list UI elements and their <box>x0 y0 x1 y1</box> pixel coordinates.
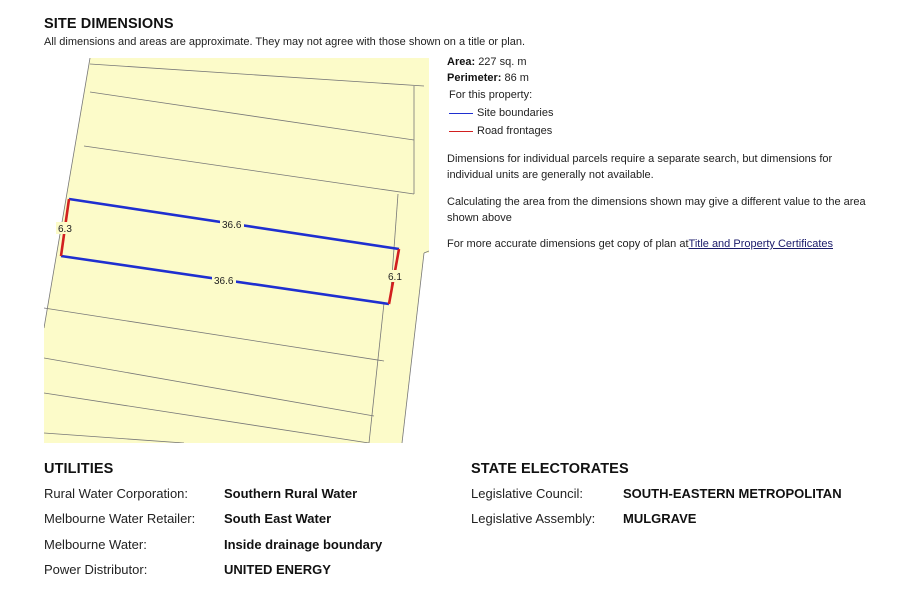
site-dimensions-title: SITE DIMENSIONS <box>44 16 174 32</box>
legend-site-boundaries <box>449 105 553 121</box>
dim-label-top: 36.6 <box>222 220 242 231</box>
legend-line-blue <box>449 113 473 114</box>
note-calculating: Calculating the area from the dimensions shown may give a different value to the area shown above <box>447 196 866 224</box>
perimeter-value: 86 m <box>504 72 529 84</box>
note-parcels: Dimensions for individual parcels require a separate search, but dimensions for individual units are generally not available. <box>447 153 833 181</box>
utility-value: UNITED ENERGY <box>224 562 331 577</box>
note-accurate <box>447 236 867 252</box>
utility-value: South East Water <box>224 511 332 526</box>
perimeter-line <box>447 70 529 86</box>
legend-site-boundaries-label: Site boundaries <box>477 107 554 119</box>
electorates-title: STATE ELECTORATES <box>471 461 629 477</box>
utilities-title: UTILITIES <box>44 461 114 477</box>
dim-label-right: 6.1 <box>388 272 402 283</box>
dim-label-left: 6.3 <box>58 224 72 235</box>
map-parcel-area <box>44 58 429 443</box>
utility-value: Inside drainage boundary <box>224 537 383 552</box>
legend-road-frontages <box>449 123 552 139</box>
electorate-label: Legislative Council: <box>471 486 584 501</box>
legend-road-frontages-label: Road frontages <box>477 125 553 137</box>
utility-label: Power Distributor: <box>44 562 148 577</box>
site-map-svg <box>44 58 429 443</box>
dim-label-bottom: 36.6 <box>214 276 234 287</box>
utility-label: Rural Water Corporation: <box>44 486 189 501</box>
site-map <box>44 58 429 443</box>
utility-label: Melbourne Water: <box>44 537 147 552</box>
utility-value: Southern Rural Water <box>224 486 358 501</box>
perimeter-label: Perimeter: <box>447 72 502 84</box>
site-dimensions-subtitle: All dimensions and areas are approximate. They may not agree with those shown on a title or plan. <box>44 36 526 48</box>
legend-line-red <box>449 131 473 132</box>
note-accurate-prefix: For more accurate dimensions get copy of plan at <box>447 238 689 250</box>
for-property-label: For this property: <box>449 89 533 101</box>
area-line <box>447 54 527 70</box>
title-certificates-link[interactable]: Title and Property Certificates <box>688 238 833 250</box>
utility-label: Melbourne Water Retailer: <box>44 511 196 526</box>
electorate-label: Legislative Assembly: <box>471 511 596 526</box>
electorate-value: SOUTH-EASTERN METROPOLITAN <box>623 486 842 501</box>
area-label: Area: <box>447 56 476 68</box>
area-value: 227 sq. m <box>478 56 527 68</box>
electorate-value: MULGRAVE <box>623 511 697 526</box>
